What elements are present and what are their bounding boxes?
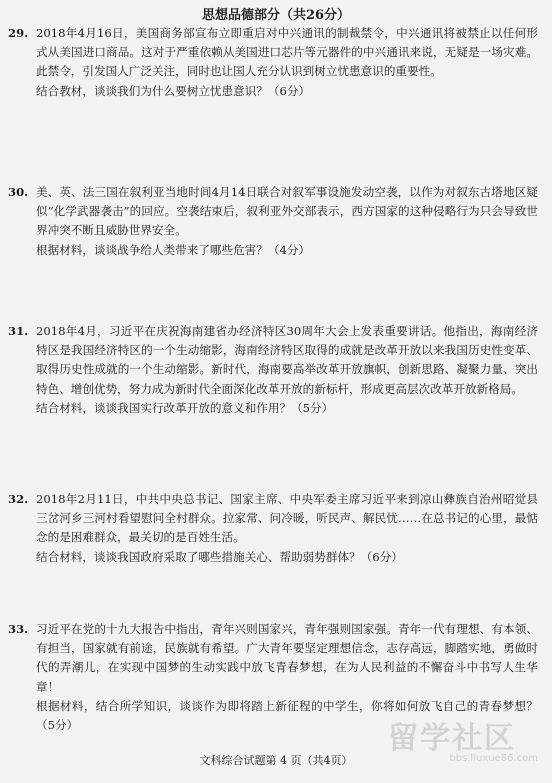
- question-31: [8, 322, 538, 418]
- section-title: 思想品德部分（共26分）: [201, 8, 351, 23]
- question-number: 32.: [8, 492, 29, 506]
- watermark-url: bbs.liuxue86.com: [449, 753, 538, 764]
- page-footer: 文科综合试题第 4 页（共4页）: [199, 754, 353, 767]
- question-prompt: 结合材料，谈谈我国实行改革开放的意义和作用？（5分）: [36, 400, 334, 415]
- question-prompt: 结合教材，谈谈我们为什么要树立忧患意识？（6分）: [36, 83, 311, 98]
- question-30: [8, 183, 538, 260]
- question-material: 美、英、法三国在叙利亚当地时间4月14日联合对叙军事设施发动空袭，以作为对叙东古塔地区疑似“化学武器袭击”的回应。空袭结束后，叙利亚外交部表示，西方国家的这种侵略行为只会导致世界冲突不断且威胁世界安全。: [36, 185, 538, 238]
- question-32: [8, 490, 538, 567]
- question-number: 29.: [8, 26, 29, 40]
- question-material: 2018年2月11日，中共中央总书记、国家主席、中央军委主席习近平来到凉山彝族自治州昭觉县三岔河乡三河村看望慰问全村群众。拉家常、问冷暖，听民声、解民忧……在总书记的心里，最惦念的是困难群众，最关切的是百姓生活。: [36, 492, 538, 545]
- question-number: 31.: [8, 324, 29, 338]
- watermark-logo: [388, 713, 538, 771]
- question-prompt: 根据材料，结合所学知识，谈谈作为即将踏上新征程的中学生，你将如何放飞自己的青春梦想？（5分）: [36, 698, 538, 733]
- question-prompt: 根据材料，谈谈战争给人类带来了哪些危害？（4分）: [36, 242, 311, 257]
- question-number: 30.: [8, 185, 29, 199]
- question-material: 2018年4月，习近平在庆祝海南建省办经济特区30周年大会上发表重要讲话。他指出，海南经济特区是我国经济特区的一个生动缩影，海南经济特区取得的成就是改革开放以来我国历史性变革、取得历史性成就的一个生动缩影。新时代，海南要高举改革开放旗帜，创新思路、凝聚力量、突出特色、增创优势，努力成为新时代全面深化改革开放的新标杆，形成更高层次改革开放新格局。: [36, 324, 538, 396]
- question-number: 33.: [8, 622, 29, 636]
- watermark-brand: 留学社区: [388, 721, 516, 756]
- question-material: 2018年4月16日，美国商务部宣布立即重启对中兴通讯的制裁禁令，中兴通讯将被禁止以任何形式从美国进口商品。这对于严重依赖从美国进口芯片等元器件的中兴通讯来说，无疑是一场灾难。此禁令，引发国人广泛关注，同时也让国人充分认识到树立忧患意识的重要性。: [36, 26, 538, 79]
- question-prompt: 结合材料，谈谈我国政府采取了哪些措施关心、帮助弱势群体？（6分）: [36, 549, 403, 564]
- question-29: [8, 24, 538, 101]
- question-material: 习近平在党的十九大报告中指出，青年兴则国家兴，青年强则国家强。青年一代有理想、有本领、有担当，国家就有前途，民族就有希望。广大青年要坚定理想信念，志存高远，脚踏实地，勇做时代的弄潮儿，在实现中国梦的生动实践中放飞青春梦想，在为人民利益的不懈奋斗中书写人生华章！: [36, 622, 538, 694]
